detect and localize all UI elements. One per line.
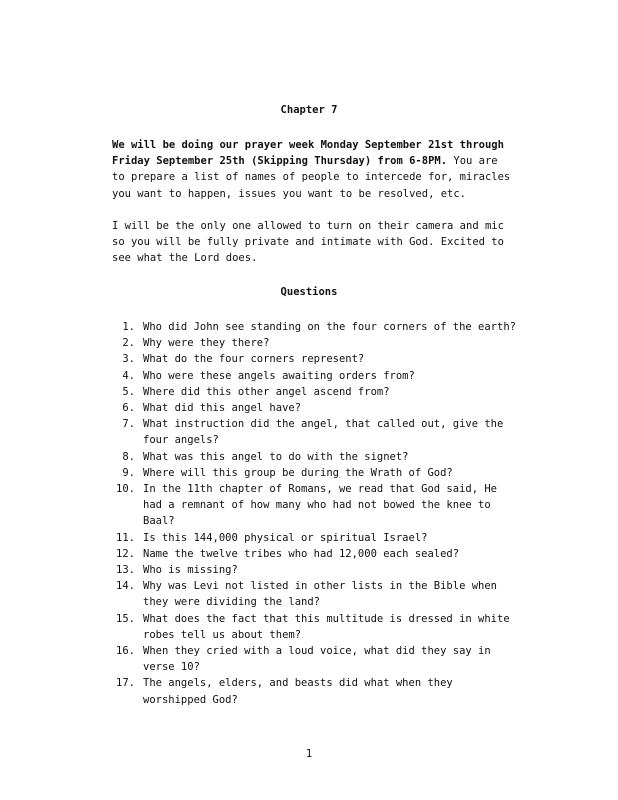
question-text: What did this angel have? <box>143 402 302 415</box>
question-item <box>108 465 518 481</box>
privacy-paragraph: I will be the only one allowed to turn on their camera and mic so you will be fully private and intimate with God. Excited to see what the Lord does. <box>112 220 504 265</box>
question-text: Who is missing? <box>143 564 238 577</box>
question-item <box>108 675 518 707</box>
questions-list <box>108 319 518 708</box>
chapter-title: Chapter 7 <box>280 104 338 116</box>
question-number: 4. <box>122 369 135 382</box>
question-item <box>108 319 518 335</box>
question-item <box>108 335 518 351</box>
question-text: When they cried with a loud voice, what did they say in verse 10? <box>143 645 491 674</box>
question-item <box>108 384 518 400</box>
question-text: Who did John see standing on the four corners of the earth? <box>143 321 516 333</box>
question-number: 16. <box>116 645 135 658</box>
question-number: 12. <box>116 547 135 560</box>
question-item <box>108 578 518 610</box>
question-item <box>108 611 518 643</box>
questions-heading: Questions <box>280 286 338 298</box>
question-number: 11. <box>116 531 135 544</box>
intro-paragraph <box>112 137 512 202</box>
question-item <box>108 368 518 384</box>
question-text: What was this angel to do with the signet? <box>143 450 409 463</box>
intro-bold-text: We will be doing our prayer week Monday September 21st through Friday September 25th (Skipping Thursday) from 6-8PM. <box>112 139 504 168</box>
question-number: 2. <box>122 337 135 350</box>
question-number: 3. <box>122 353 135 366</box>
question-item <box>108 530 518 546</box>
question-text: What instruction did the angel, that called out, give the four angels? <box>143 418 504 447</box>
question-number: 8. <box>122 450 135 463</box>
question-text: In the 11th chapter of Romans, we read that God said, He had a remnant of how many who had not bowed the knee to Baal? <box>143 483 498 528</box>
page-number: 1 <box>305 748 313 760</box>
question-item <box>108 449 518 465</box>
question-text: The angels, elders, and beasts did what when they worshipped God? <box>143 677 453 706</box>
question-item <box>108 643 518 675</box>
question-number: 17. <box>116 677 135 690</box>
question-number: 13. <box>116 564 135 577</box>
intro-rest-text: You are to prepare a list of names of people to intercede for, miracles you want to happen, issues you want to be resolved, etc. <box>112 155 511 200</box>
question-text: Name the twelve tribes who had 12,000 each sealed? <box>143 547 460 560</box>
question-item <box>108 546 518 562</box>
question-text: What do the four corners represent? <box>143 353 365 366</box>
question-item <box>108 481 518 530</box>
question-item <box>108 351 518 367</box>
question-text: Where did this other angel ascend from? <box>143 385 390 398</box>
question-item <box>108 416 518 448</box>
question-text: Where will this group be during the Wrath of God? <box>143 466 453 479</box>
question-text: What does the fact that this multitude is dressed in white robes tell us about them? <box>143 612 510 641</box>
question-number: 6. <box>122 402 135 415</box>
question-item <box>108 400 518 416</box>
question-text: Is this 144,000 physical or spiritual Israel? <box>143 531 428 544</box>
question-number: 7. <box>122 418 135 431</box>
question-text: Who were these angels awaiting orders from? <box>143 369 415 382</box>
question-text: Why was Levi not listed in other lists in the Bible when they were dividing the land? <box>143 580 498 609</box>
question-number: 5. <box>122 385 135 398</box>
question-text: Why were they there? <box>143 337 270 350</box>
question-number: 9. <box>122 466 135 479</box>
question-item <box>108 562 518 578</box>
question-number: 15. <box>116 612 135 625</box>
question-number: 10. <box>116 483 135 496</box>
question-number: 1. <box>122 321 135 333</box>
question-number: 14. <box>116 580 135 593</box>
